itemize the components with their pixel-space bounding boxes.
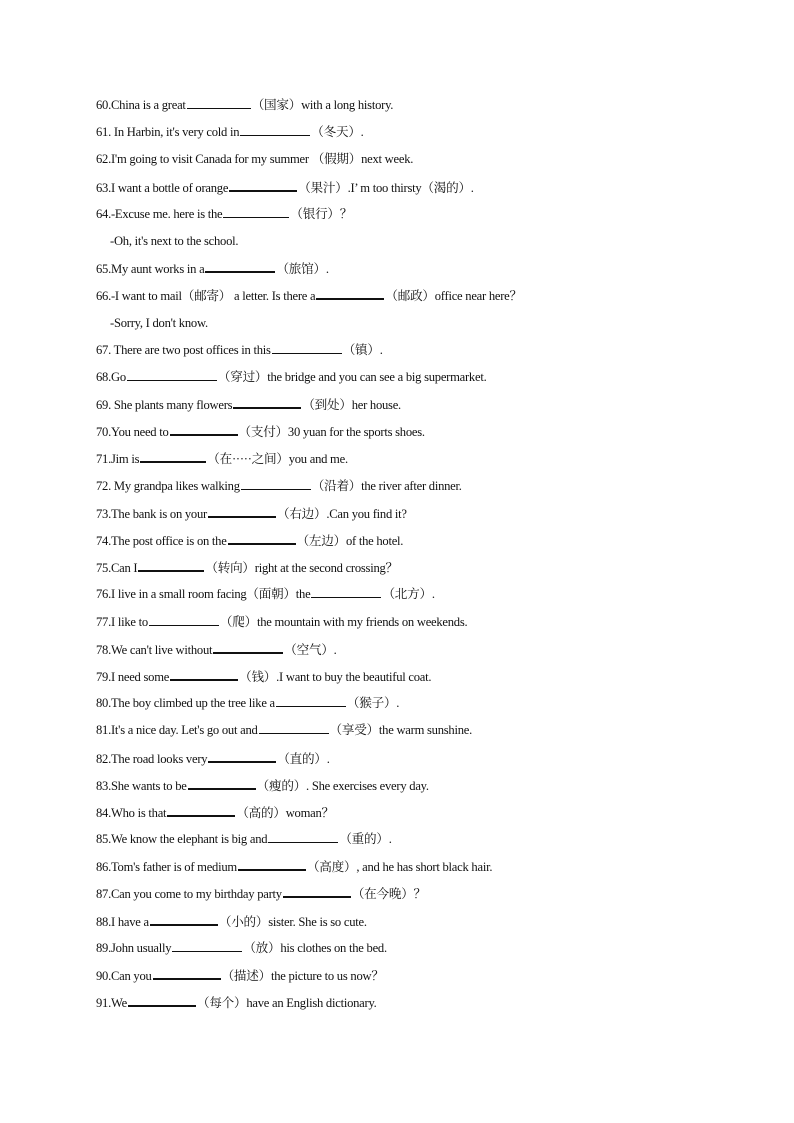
question-text: （国家）with a long history. [251,98,394,112]
question-text: （重的）. [339,832,392,847]
question-line [96,720,756,747]
question-text: （果汁）.I’ m too thirsty（渴的）. [298,180,474,195]
question-text: （猴子）. [346,696,400,711]
answer-blank[interactable] [167,802,235,817]
question-line [96,639,756,666]
answer-blank[interactable] [153,965,221,980]
question-text: 74.The post office is on the [96,534,227,548]
answer-blank[interactable] [213,639,283,654]
answer-blank[interactable] [283,883,351,898]
question-text: 65.My aunt works in a [96,262,205,277]
question-text: 87.Can you come to my birthday party [96,887,282,902]
question-line [96,584,756,611]
question-line [96,775,756,802]
question-list [96,95,756,1019]
question-text: （北方）. [382,587,435,602]
answer-blank[interactable] [140,448,206,463]
question-text: 83.She wants to be [96,778,187,793]
answer-blank[interactable] [150,911,218,926]
question-text: 79.I need some [96,669,170,684]
question-line [96,911,756,938]
question-line [96,856,756,883]
question-text: （左边）of the hotel. [296,534,404,548]
question-text: （直的）. [277,751,330,766]
question-line [96,367,756,394]
answer-blank[interactable] [172,938,242,952]
question-text: 73.The bank is on your [96,506,207,521]
question-line [96,748,756,775]
question-text: -Sorry, I don't know. [110,315,208,330]
question-text: 77.I like to [96,614,148,629]
question-text: （描述）the picture to us now？ [221,969,384,983]
question-text: （在今晚）？ [351,887,426,902]
answer-blank[interactable] [241,476,311,490]
question-text: 89.John usually [96,940,172,955]
question-text: （在·····之间）you and me. [207,452,348,467]
question-line [96,476,756,503]
question-line [96,421,756,448]
question-text: 86.Tom's father is of medium [96,860,237,875]
question-text: 66.-I want to mail（邮寄） a letter. Is there a [96,289,316,304]
answer-line [96,231,756,258]
answer-blank[interactable] [128,992,196,1007]
question-text: （瘦的）. She exercises every day. [256,778,429,793]
answer-blank[interactable] [238,856,306,871]
question-text: （旅馆）. [276,262,329,277]
question-text: 68.Go [96,369,126,384]
question-line [96,122,756,149]
question-text: 69. She plants many flowers [96,398,233,413]
answer-blank[interactable] [188,775,256,790]
answer-blank[interactable] [229,177,297,192]
answer-line [96,313,756,340]
question-line [96,177,756,204]
question-line [96,448,756,475]
question-line [96,612,756,639]
question-text: （转向）right at the second crossing？ [205,561,398,576]
question-text: 91.We [96,996,127,1011]
question-text: （高的）woman？ [236,805,334,820]
question-line [96,530,756,557]
question-text: 75.Can I [96,561,138,576]
question-text: （到处）her house. [302,398,401,413]
question-text: 78.We can't live without [96,642,213,657]
question-line [96,992,756,1019]
answer-blank[interactable] [268,829,338,843]
question-text: （支付）30 yuan for the sports shoes. [238,425,425,440]
question-line [96,258,756,285]
question-line [96,938,756,965]
question-line [96,503,756,530]
question-text: 63.I want a bottle of orange [96,180,229,195]
answer-blank[interactable] [311,584,381,598]
question-text: 80.The boy climbed up the tree like a [96,696,275,711]
question-text: （镇）. [342,342,383,357]
question-text: （银行）？ [290,206,353,221]
question-text: 62.I'm going to visit Canada for my summer （假期）next week. [96,152,414,167]
question-text: （高度）, and he has short black hair. [306,860,493,875]
answer-blank[interactable] [127,367,217,381]
question-line [96,557,756,584]
question-text: （邮政）office near here？ [385,289,522,304]
question-line [96,204,756,231]
answer-blank[interactable] [233,394,301,409]
answer-blank[interactable] [240,122,310,136]
question-text: 72. My grandpa likes walking [96,478,240,493]
question-line [96,883,756,910]
question-text: 60.China is a great [96,98,186,112]
question-text: 82.The road looks very [96,751,208,766]
answer-blank[interactable] [170,666,238,681]
answer-blank[interactable] [276,693,346,707]
question-text: （右边）.Can you find it? [276,506,407,521]
answer-blank[interactable] [316,285,384,300]
question-line [96,95,756,122]
question-text: （享受）the warm sunshine. [329,723,473,738]
answer-blank[interactable] [272,340,342,354]
question-line [96,802,756,829]
question-text: （小的）sister. She is so cute. [218,914,367,929]
question-text: （钱）.I want to buy the beautiful coat. [239,669,432,684]
question-text: 85.We know the elephant is big and [96,832,268,847]
question-text: （爬）the mountain with my friends on weekends. [219,614,468,629]
question-line [96,693,756,720]
answer-blank[interactable] [223,204,289,218]
question-line [96,340,756,367]
question-text: （穿过）the bridge and you can see a big supermarket. [217,369,487,384]
question-text: -Oh, it's next to the school. [110,233,239,248]
question-line [96,965,756,992]
question-text: 90.Can you [96,969,152,983]
question-line [96,829,756,856]
question-text: 84.Who is that [96,805,167,820]
question-text: 88.I have a [96,914,149,929]
question-text: （每个）have an English dictionary. [196,996,377,1011]
answer-blank[interactable] [208,748,276,763]
question-text: 70.You need to [96,425,169,440]
question-text: 61. In Harbin, it's very cold in [96,125,240,140]
question-text: （放）his clothes on the bed. [243,940,387,955]
question-text: （沿着）the river after dinner. [311,478,462,493]
answer-blank[interactable] [138,557,204,572]
question-text: 81.It's a nice day. Let's go out and [96,723,258,738]
question-text: 64.-Excuse me. here is the [96,206,223,221]
question-line [96,149,756,176]
question-line [96,394,756,421]
answer-blank[interactable] [259,720,329,734]
question-text: 67. There are two post offices in this [96,342,271,357]
answer-blank[interactable] [208,503,276,518]
question-line [96,666,756,693]
answer-blank[interactable] [205,258,275,273]
question-text: 71.Jim is [96,452,140,467]
question-text: （冬天）. [311,125,364,140]
answer-blank[interactable] [228,530,296,545]
answer-blank[interactable] [170,421,238,436]
question-text: （空气）. [284,642,337,657]
answer-blank[interactable] [187,95,251,109]
question-line [96,285,756,312]
answer-blank[interactable] [149,612,219,626]
question-text: 76.I live in a small room facing（面朝）the [96,587,311,602]
